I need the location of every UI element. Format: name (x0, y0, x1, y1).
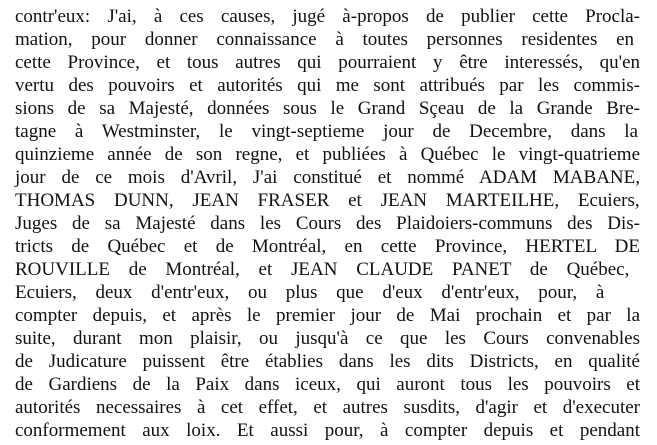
line-5-text: sions de sa Majesté, données sous le Grand Sçeau de la Grande Bre- (15, 98, 640, 119)
line-11-text: tricts de Québec et de Montréal, en cette Province, HERTEL DE (15, 236, 640, 257)
line-17-text: de Gardiens de la Paix dans iceux, qui auront tous les pouvoirs et (15, 374, 640, 395)
line-12-text: ROUVILLE de Montréal, et JEAN CLAUDE PANET de Québec, (15, 259, 630, 280)
line-3-text: cette Province, et tous autres qui pourraient y être interessés, qu'en (15, 52, 640, 73)
line-2-text: mation, pour donner connaissance à toutes personnes residentes en (15, 29, 635, 50)
line-10-text: Juges de sa Majesté dans les Cours des Plaidoiers-communs des Dis- (15, 213, 640, 234)
line-6-text: tagne à Westminster, le vingt-septieme jour de Decembre, dans la (15, 121, 638, 142)
line-1-text: contr'eux: J'ai, à ces causes, jugé à-propos de publier cette Procla- (15, 6, 640, 27)
line-15-text: suite, durant mon plaisir, ou jusqu'à ce que les Cours convenables (15, 328, 640, 349)
line-8-text: jour de ce mois d'Avril, J'ai constitué et nommé ADAM MABANE, (15, 167, 640, 188)
line-9-text: THOMAS DUNN, JEAN FRASER et JEAN MARTEILHE, Ecuiers, (15, 190, 640, 211)
line-7-text: quinzieme année de son regne, et publiées à Québec le vingt-quatrieme (15, 144, 640, 165)
line-4-text: vertu des pouvoirs et autorités qui me sont attribués par les commis- (15, 75, 640, 96)
line-16-text: de Judicature puissent être établies dans les dits Districts, en qualité (15, 351, 640, 372)
line-18-text: autorités necessaires à cet effet, et autres susdits, d'agir et d'executer (15, 397, 640, 418)
line-13-text: Ecuiers, deux d'entr'eux, ou plus que d'eux d'entr'eux, pour, à (15, 282, 605, 303)
line-14-text: compter depuis, et après le premier jour de Mai prochain et par la (15, 305, 640, 326)
line-19-text: conformement aux loix. Et aussi pour, à compter depuis et pendant (15, 420, 640, 441)
